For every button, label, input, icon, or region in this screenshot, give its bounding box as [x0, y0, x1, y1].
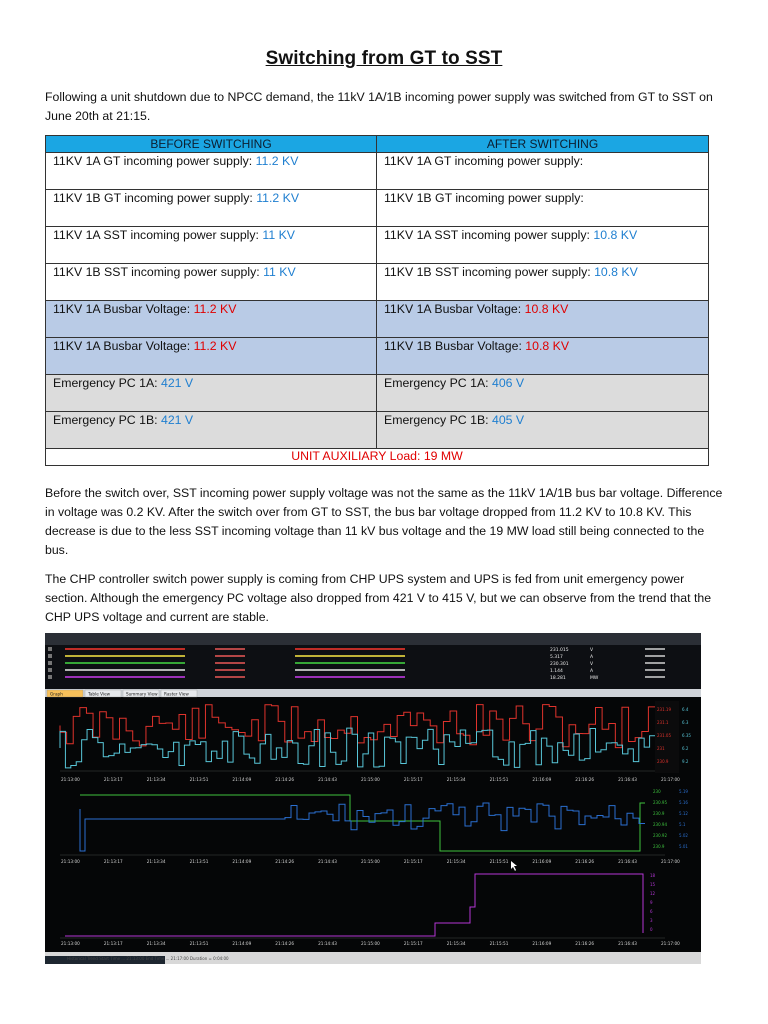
table-row: [46, 375, 709, 412]
legend-desc: [295, 662, 405, 664]
time-tick-label: 21:16:43: [618, 777, 637, 782]
after-cell: [377, 412, 709, 449]
time-tick-label: 21:14:09: [232, 859, 252, 864]
time-tick-label: 21:14:26: [275, 941, 295, 946]
before-label: 11KV 1B SST incoming power supply:: [53, 265, 264, 279]
time-tick-label: 21:13:51: [189, 859, 209, 864]
time-tick-label: 21:13:51: [189, 777, 209, 782]
legend-unit: A: [590, 669, 594, 674]
before-label: Emergency PC 1B:: [53, 413, 161, 427]
legend-mode: [215, 662, 245, 664]
status-text: Historical Trend Start Time ... 21:13:00 End Time ... 21:17:00 Duration = 0:04:00: [67, 956, 229, 961]
legend-unit: V: [590, 648, 594, 653]
scale-tick: 6.35: [682, 733, 691, 738]
before-header: BEFORE SWITCHING: [46, 136, 377, 153]
before-cell: [46, 375, 377, 412]
time-tick-label: 21:13:00: [61, 941, 80, 946]
after-label: 11KV 1A GT incoming power supply:: [384, 154, 584, 168]
legend-value: 5.317: [550, 655, 563, 660]
legend-tag-line: [65, 669, 185, 671]
after-cell: [377, 153, 709, 190]
time-tick-label: 21:13:17: [103, 859, 123, 864]
legend-unit: MW: [590, 676, 599, 681]
legend-extra: [645, 655, 665, 657]
time-tick-label: 21:14:26: [275, 777, 295, 782]
legend-panel: [45, 645, 701, 689]
scale-tick: 3: [650, 918, 653, 923]
scale-tick: 5.01: [679, 844, 688, 849]
after-cell: [377, 301, 709, 338]
time-tick-label: 21:13:34: [146, 941, 166, 946]
trend-screen: [45, 633, 701, 964]
time-tick-label: 21:16:43: [618, 859, 637, 864]
before-label: 11KV 1A SST incoming power supply:: [53, 228, 263, 242]
after-label: Emergency PC 1B:: [384, 413, 492, 427]
after-value: 10.8 KV: [525, 339, 570, 353]
after-label: Emergency PC 1A:: [384, 376, 492, 390]
before-value: 11.2 KV: [193, 302, 237, 316]
scale-tick: 231.1: [657, 720, 669, 725]
time-tick-label: 21:13:34: [146, 859, 166, 864]
legend-unit: V: [590, 662, 594, 667]
table-footer-row: [46, 449, 709, 466]
time-tick-label: 21:17:00: [661, 941, 680, 946]
before-cell: [46, 412, 377, 449]
scale-tick: 9: [650, 900, 653, 905]
before-cell: [46, 153, 377, 190]
legend-extra: [645, 669, 665, 671]
after-value: 10.8 KV: [593, 228, 638, 242]
after-cell: [377, 375, 709, 412]
intro-paragraph: Following a unit shutdown due to NPCC demand, the 11kV 1A/1B incoming power supply was switched from GT to SST on June 20th at 21:15.: [45, 90, 713, 123]
table-row: [46, 153, 709, 190]
after-value: 406 V: [491, 376, 525, 390]
legend-desc: [295, 648, 405, 650]
legend-tag-line: [65, 662, 185, 664]
time-tick-label: 21:16:26: [575, 859, 595, 864]
time-tick-label: 21:14:09: [232, 941, 252, 946]
legend-desc: [295, 669, 405, 671]
scale-tick: 231: [657, 746, 665, 751]
scale-tick: 12: [650, 891, 656, 896]
legend-mode: [215, 655, 245, 657]
after-cell: [377, 264, 709, 301]
before-label: 11KV 1B GT incoming power supply:: [53, 191, 257, 205]
scale-tick: 6.4: [682, 707, 689, 712]
before-label: Emergency PC 1A:: [53, 376, 161, 390]
legend-tag-line: [65, 655, 185, 657]
legend-mode: [215, 648, 245, 650]
time-tick-label: 21:13:34: [146, 777, 166, 782]
scale-tick: 230: [653, 789, 661, 794]
after-label: 11KV 1B SST incoming power supply:: [384, 265, 595, 279]
before-cell: [46, 301, 377, 338]
legend-value: 230.301: [550, 662, 569, 667]
time-tick-label: 21:15:17: [403, 941, 423, 946]
legend-checkbox: [48, 668, 52, 672]
after-label: 11KV 1A SST incoming power supply:: [384, 228, 594, 242]
tab-label: Graph: [50, 691, 63, 697]
table-row: [46, 227, 709, 264]
time-tick-label: 21:16:09: [532, 859, 552, 864]
time-tick-label: 21:16:26: [575, 777, 595, 782]
legend-extra: [645, 648, 665, 650]
time-tick-label: 21:15:34: [446, 777, 466, 782]
scale-tick: 5.1: [679, 822, 686, 827]
time-tick-label: 21:13:17: [103, 941, 123, 946]
auxiliary-load: UNIT AUXILIARY Load: 19 MW: [46, 449, 709, 466]
legend-extra: [645, 676, 665, 678]
scale-tick: 230.94: [653, 822, 667, 827]
after-cell: [377, 190, 709, 227]
scale-tick: 231.19: [657, 707, 671, 712]
scale-tick: 6.2: [682, 746, 689, 751]
before-value: 11 KV: [262, 228, 295, 242]
time-tick-label: 21:15:17: [403, 859, 423, 864]
explanation-paragraph: Before the switch over, SST incoming power supply voltage was not the same as the 11kV 1A/1B bus bar voltage. Difference in voltage was 0.2 KV. After the switch over from GT to SST, the bus bar voltage dropped from 11.2 KV to 10.8 KV. This decrease is due to the less SST incoming voltage than 11 kV bus voltage and the 19 MW load still being connected to the bus.: [45, 486, 723, 557]
time-tick-label: 21:14:26: [275, 859, 295, 864]
before-value: 421 V: [160, 413, 194, 427]
tab-label: Summary View: [126, 691, 158, 697]
time-tick-label: 21:13:00: [61, 859, 80, 864]
legend-mode: [215, 669, 245, 671]
before-cell: [46, 338, 377, 375]
time-tick-label: 21:17:00: [661, 777, 680, 782]
scale-tick: 5.12: [679, 811, 688, 816]
before-value: 11.2 KV: [255, 154, 299, 168]
scale-tick: 231.05: [657, 733, 671, 738]
after-header: AFTER SWITCHING: [377, 136, 709, 153]
before-label: 11KV 1A GT incoming power supply:: [53, 154, 256, 168]
scale-tick: 230.92: [653, 833, 667, 838]
scale-tick: 5.02: [679, 833, 688, 838]
after-cell: [377, 338, 709, 375]
time-tick-label: 21:16:26: [575, 941, 595, 946]
legend-checkbox: [48, 654, 52, 658]
time-tick-label: 21:14:43: [318, 859, 337, 864]
before-value: 11.2 KV: [256, 191, 300, 205]
scale-tick: 5.19: [679, 789, 688, 794]
time-tick-label: 21:13:51: [189, 941, 209, 946]
time-tick-label: 21:15:51: [489, 859, 509, 864]
legend-checkbox: [48, 647, 52, 651]
scale-tick: 9.2: [682, 759, 689, 764]
legend-extra: [645, 662, 665, 664]
scale-tick: 15: [650, 882, 656, 887]
scale-tick: 0: [650, 927, 653, 932]
time-tick-label: 21:15:00: [361, 777, 380, 782]
table-row: [46, 412, 709, 449]
legend-mode: [215, 676, 245, 678]
time-tick-label: 21:15:34: [446, 941, 466, 946]
legend-desc: [295, 655, 405, 657]
after-cell: [377, 227, 709, 264]
before-value: 11.2 KV: [193, 339, 237, 353]
table-row: [46, 338, 709, 375]
page-title: Switching from GT to SST: [265, 48, 503, 69]
scale-tick: 230.95: [653, 800, 667, 805]
table-row: [46, 264, 709, 301]
switching-table: [45, 135, 709, 466]
scale-tick: 230.9: [653, 811, 665, 816]
after-value: 10.8 KV: [524, 302, 569, 316]
tab-label: Table View: [88, 691, 111, 697]
scale-tick: 18: [650, 873, 656, 878]
time-tick-label: 21:15:17: [403, 777, 423, 782]
before-cell: [46, 227, 377, 264]
before-value: 421 V: [160, 376, 194, 390]
table-row: [46, 301, 709, 338]
screen-toolbar: [45, 633, 701, 645]
time-tick-label: 21:16:43: [618, 941, 637, 946]
scale-tick: 6.3: [682, 720, 689, 725]
scale-tick: 230.9: [653, 844, 665, 849]
legend-value: 1.144: [550, 669, 563, 674]
legend-tag-line: [65, 648, 185, 650]
before-value: 11 KV: [263, 265, 296, 279]
time-tick-label: 21:14:43: [318, 941, 337, 946]
after-label: 11KV 1B Busbar Voltage:: [384, 339, 526, 353]
after-value: 10.8 KV: [594, 265, 638, 279]
time-tick-label: 21:15:34: [446, 859, 466, 864]
legend-tag-line: [65, 676, 185, 678]
tab-label: Raster View: [164, 691, 189, 697]
after-value: 405 V: [491, 413, 525, 427]
plot-area: [45, 697, 701, 952]
table-row: [46, 190, 709, 227]
time-tick-label: 21:15:51: [489, 777, 509, 782]
legend-checkbox: [48, 675, 52, 679]
time-tick-label: 21:16:09: [532, 941, 552, 946]
scada-trend-photo: [45, 633, 701, 964]
before-cell: [46, 190, 377, 227]
legend-value: 18.281: [550, 676, 566, 681]
time-tick-label: 21:15:00: [361, 859, 380, 864]
time-tick-label: 21:14:09: [232, 777, 252, 782]
after-label: 11KV 1B GT incoming power supply:: [384, 191, 584, 205]
legend-value: 231.015: [550, 648, 569, 653]
time-tick-label: 21:13:00: [61, 777, 80, 782]
time-tick-label: 21:17:00: [661, 859, 680, 864]
before-cell: [46, 264, 377, 301]
time-tick-label: 21:15:00: [361, 941, 380, 946]
time-tick-label: 21:16:09: [532, 777, 552, 782]
before-label: 11KV 1A Busbar Voltage:: [53, 339, 194, 353]
time-tick-label: 21:15:51: [489, 941, 509, 946]
scale-tick: 6: [650, 909, 653, 914]
scale-tick: 230.9: [657, 759, 669, 764]
before-label: 11KV 1A Busbar Voltage:: [53, 302, 194, 316]
legend-desc: [295, 676, 405, 678]
ups-paragraph: The CHP controller switch power supply is coming from CHP UPS system and UPS is fed from unit emergency power section. Although the emergency PC voltage also dropped from 421 V to 415 V, but we can observe from the trend that the CHP UPS voltage and current are stable.: [45, 572, 712, 624]
time-tick-label: 21:14:43: [318, 777, 337, 782]
legend-checkbox: [48, 661, 52, 665]
time-tick-label: 21:13:17: [103, 777, 123, 782]
scale-tick: 5.16: [679, 800, 688, 805]
legend-unit: A: [590, 655, 594, 660]
after-label: 11KV 1A Busbar Voltage:: [384, 302, 525, 316]
